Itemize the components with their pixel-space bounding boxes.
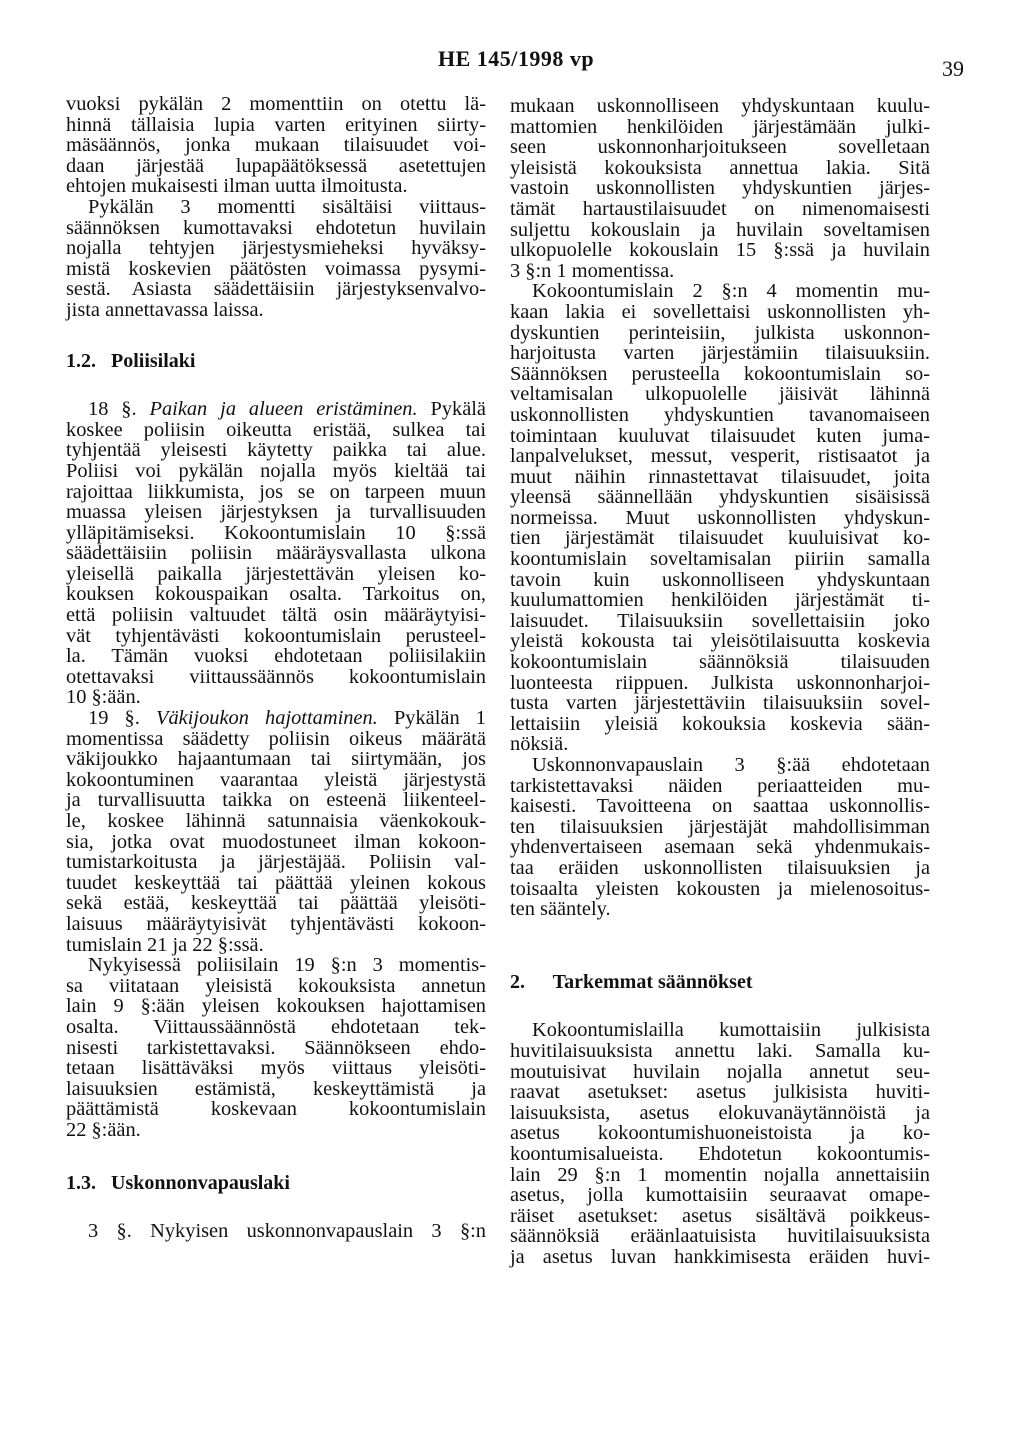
text-line: mäsäännös, jonka mukaan tilaisuudet voi- (66, 134, 486, 157)
paragraph-title: Väkijoukon hajottaminen. (156, 707, 378, 730)
text-line: vät tyhjentävästi kokoontumislain perusteel- (66, 624, 486, 647)
section-heading-1-2 (66, 351, 486, 372)
text-line: mistä koskevien päätösten voimassa pysymi- (66, 257, 486, 280)
text-line: nöksiä. (510, 733, 569, 756)
text-line: muassa yleisen järjestyksen ja turvallisuuden (66, 501, 486, 524)
text-line: ja asetus luvan hankkimisesta eräiden huvi- (510, 1245, 930, 1268)
page-header (0, 46, 1024, 86)
text-line: laisuudet. Tilaisuuksiin sovellettaisiin joko (510, 609, 930, 632)
text-line: tumistarkoitusta ja järjestäjää. Poliisin val- (66, 851, 486, 874)
text-line: koontumislain soveltamisalan piiriin samalla (510, 548, 930, 571)
text-line: tien järjestämät tilaisuudet kuuluisivat ko- (510, 527, 930, 550)
text-line: veltamisalan ulkopuolelle jäisivät lähinnä (510, 383, 930, 406)
text-line: osalta. Viittaussäännöstä ehdotetaan tek- (66, 1015, 486, 1038)
text-line: seen uskonnonharjoitukseen sovelletaan (510, 136, 930, 159)
text-line: tarkistettavaksi näiden periaatteiden mu- (510, 774, 930, 797)
text-line: asetus, jolla kumottaisiin seuraavat omape- (510, 1184, 930, 1207)
text-line: daan järjestää lupapäätöksessä asetettujen (66, 154, 486, 177)
text-line: Säännöksen perusteella kokoontumislain so- (510, 362, 930, 385)
paragraph-label: 19 §. (88, 707, 157, 730)
text-line: 3 §. Nykyisen uskonnonvapauslain 3 §:n (88, 1220, 486, 1243)
text-line: tuudet keskeyttää tai päättää yleinen kokous (66, 871, 486, 894)
text-line: 3 §:n 1 momentissa. (510, 259, 675, 282)
text-line: vuoksi pykälän 2 momenttiin on otettu lä- (66, 93, 486, 115)
text-line: väkijoukko hajaantumaan tai siirtymään, jos (66, 748, 486, 771)
text-fragment: Pykälän 1 (377, 707, 487, 730)
text-line: harjoitusta varten järjestämiin tilaisuuksiin. (510, 342, 930, 365)
text-line: Poliisi voi pykälän nojalla myös kieltää tai (66, 459, 486, 482)
text-line: le, koskee lähinnä satunnaisia väenkokouk- (66, 810, 486, 832)
text-line: uskonnollisten yhdyskuntien tavanomaiseen (510, 403, 930, 426)
text-line: päättämistä koskevaan kokoontumislain (66, 1098, 486, 1121)
text-line: muut näihin rinnastettavat tilaisuudet, joita (510, 465, 930, 488)
text-line: koskee poliisin oikeutta eristää, sulkea tai (66, 418, 486, 441)
text-line: laisuuksista, asetus elokuvanäytännöistä ja (510, 1101, 930, 1124)
text-line: ja turvallisuutta taikka on esteenä liikenteel- (66, 789, 486, 812)
paragraph-kokoontumislain-2 (510, 281, 930, 755)
text-fragment: Pykälä (417, 398, 486, 421)
text-line: tusta varten järjestettäviin tilaisuuksiin sovel- (510, 692, 930, 715)
text-line: Nykyisessä poliisilain 19 §:n 3 momentis- (88, 954, 486, 977)
text-line: moutuisivat huvilain nojalla annetut seu- (510, 1060, 930, 1083)
text-line: tyhjentää yleisesti käytetty paikka tai alue. (66, 439, 486, 462)
paragraph-kokoontumislailla (510, 1020, 930, 1267)
text-line: Kokoontumislain 2 §:n 4 momentin mu- (532, 280, 930, 303)
paragraph-label: 18 §. (88, 398, 150, 421)
text-line: nisesti tarkistettavaksi. Säännökseen ehdo- (66, 1036, 486, 1059)
text-line (66, 708, 486, 729)
paragraph-section-1-1-continued (66, 94, 486, 197)
text-line: otettavaksi viittaussäännös kokoontumislain (66, 665, 486, 688)
text-line: säännöksen kumottavaksi ehdotetun huvilain (66, 216, 486, 239)
text-line: lain 9 §:ään yleisen kokouksen hajottamisen (66, 995, 486, 1018)
section-number: 1.3. (66, 1171, 96, 1194)
paragraph-pykala-3 (66, 197, 486, 321)
paragraph-3-section (66, 1221, 486, 1242)
paragraph-19-section (66, 708, 486, 955)
paragraph-uskonnonvapauslain-3 (510, 755, 930, 920)
paragraph-continued (510, 96, 930, 281)
text-line: lettaisiin yleisiä kokouksia koskevia sään- (510, 712, 930, 735)
section-title: Poliisilaki (111, 349, 196, 372)
text-line: ehtojen mukaisesti ilman uutta ilmoitusta. (66, 175, 408, 198)
text-line: säädettäisiin poliisin määräysvallasta ulkona (66, 542, 486, 565)
text-line: 22 §:ään. (66, 1118, 141, 1141)
text-line: ulkopuolelle kokouslain 15 §:ssä ja huvilain (510, 239, 930, 262)
text-line: kuulumattomien henkilöiden järjestämät ti- (510, 589, 930, 612)
text-line: asetus kokoontumishuoneistoista ja ko- (510, 1122, 930, 1145)
section-title: Uskonnonvapauslaki (111, 1171, 290, 1194)
section-number: 1.2. (66, 349, 96, 372)
text-line: lanpalvelukset, messut, vesperit, ristisaatot ja (510, 445, 930, 468)
text-line: la. Tämän vuoksi ehdotetaan poliisilakiin (66, 645, 486, 668)
text-line: normeissa. Muut uskonnollisten yhdyskun- (510, 506, 930, 529)
text-line: yleisistä kokouksista annettua lakia. Sitä (510, 156, 930, 179)
section-heading-1-3 (66, 1173, 486, 1194)
text-line: suljettu kokouslain ja huvilain soveltamisen (510, 218, 930, 241)
text-line: Uskonnonvapauslain 3 §:ää ehdotetaan (532, 754, 930, 776)
text-line: kokoontuminen vaarantaa yleistä järjestystä (66, 768, 486, 791)
text-line: raavat asetukset: asetus julkisista huviti- (510, 1081, 930, 1104)
right-column (510, 96, 930, 1267)
text-line: jista annettavassa laissa. (66, 298, 264, 321)
text-line: huvitilaisuuksista annettu laki. Samalla ku- (510, 1039, 930, 1062)
text-line: taa eräiden uskonnollisten tilaisuuksien ja (510, 856, 930, 879)
text-line: laisuuksien estämistä, keskeyttämistä ja (66, 1077, 486, 1100)
text-line: että poliisin valtuudet tältä osin määräytyisi- (66, 604, 486, 627)
text-line: tämät hartaustilaisuudet on nimenomaisesti (510, 197, 930, 220)
text-line: tavoin kuin uskonnolliseen yhdyskuntaan (510, 568, 930, 591)
text-line: Kokoontumislailla kumottaisiin julkisista (532, 1019, 930, 1042)
text-line: toimintaan kuuluvat tilaisuudet kuten juma- (510, 424, 930, 447)
text-line: yleisellä paikalla järjestettävän yleisen ko- (66, 562, 486, 585)
text-line: nojalla tehtyjen järjestysmieheksi hyväksy- (66, 237, 486, 260)
section-title: Tarkemmat säännökset (552, 970, 753, 993)
text-line: ylläpitämiseksi. Kokoontumislain 10 §:ssä (66, 521, 486, 544)
text-line: kaisesti. Tavoitteena on saattaa uskonnollis- (510, 795, 930, 818)
text-line: vastoin uskonnollisten yhdyskuntien järjes- (510, 177, 930, 200)
text-line: yhdenvertaiseen asemaan sekä yhdenmukais- (510, 836, 930, 859)
section-number: 2. (510, 970, 525, 993)
text-line: tumislain 21 ja 22 §:ssä. (66, 933, 264, 956)
text-line: ten sääntely. (510, 898, 611, 921)
text-line: mattomien henkilöiden järjestämään julki- (510, 115, 930, 138)
text-line: sa viitataan yleisistä kokouksista annetun (66, 974, 486, 997)
text-line: Pykälän 3 momentti sisältäisi viittaus- (88, 195, 486, 218)
text-line: kouksen kokouspaikan osalta. Tarkoitus on, (66, 583, 486, 606)
text-line: sekä estää, keskeyttää tai päättää yleisöti- (66, 892, 486, 915)
paragraph-title: Paikan ja alueen eristäminen. (149, 398, 418, 421)
text-line: säännöksiä eräänlaatuisista huvitilaisuuksista (510, 1225, 930, 1248)
text-line: rajoittaa liikkumista, jos se on tarpeen muun (66, 480, 486, 503)
paragraph-nykyisessa (66, 955, 486, 1140)
text-line: dyskuntien perinteisiin, julkista uskonnon- (510, 321, 930, 344)
left-column (66, 94, 486, 1242)
text-line: sestä. Asiasta säädettäisiin järjestyksenvalvo- (66, 278, 486, 301)
text-line: räiset asetukset: asetus sisältävä poikkeus- (510, 1204, 930, 1227)
text-line (66, 399, 486, 420)
text-line: toisaalta yleisten kokousten ja mielenosoitus- (510, 877, 930, 900)
text-line: kokoontumislain säännöksiä tilaisuuden (510, 651, 930, 674)
text-line: yleensä säännellään yhdyskuntien sisäisissä (510, 486, 930, 509)
text-line: laisuus määräytyisivät tyhjentävästi kokoon- (66, 912, 486, 935)
text-line: yleistä kokousta tai yleisötilaisuutta koskevia (510, 630, 930, 653)
text-line: koontumisalueista. Ehdotetun kokoontumis- (510, 1142, 930, 1165)
text-line: lain 29 §:n 1 momentin nojalla annettaisiin (510, 1163, 930, 1186)
text-line: mukaan uskonnolliseen yhdyskuntaan kuulu- (510, 95, 930, 117)
text-line: sia, jotka ovat muodostuneet ilman kokoon- (66, 830, 486, 853)
page-number: 39 (942, 56, 964, 81)
text-line: 10 §:ään. (66, 686, 141, 709)
text-line: momentissa säädetty poliisin oikeus määrätä (66, 727, 486, 750)
text-line: hinnä tällaisia lupia varten erityinen siirty- (66, 113, 486, 136)
text-line: luonteesta riippuen. Julkista uskonnonharjoi- (510, 671, 930, 694)
paragraph-18-section (66, 399, 486, 708)
text-line: kaan lakia ei sovellettaisi uskonnollisten yh- (510, 300, 930, 323)
section-heading-2 (510, 972, 930, 993)
document-title: HE 145/1998 vp (438, 46, 595, 71)
text-line: tetaan lisättäväksi myös viittaus yleisöti- (66, 1057, 486, 1080)
text-line: ten tilaisuuksien järjestäjät mahdollisimman (510, 815, 930, 838)
